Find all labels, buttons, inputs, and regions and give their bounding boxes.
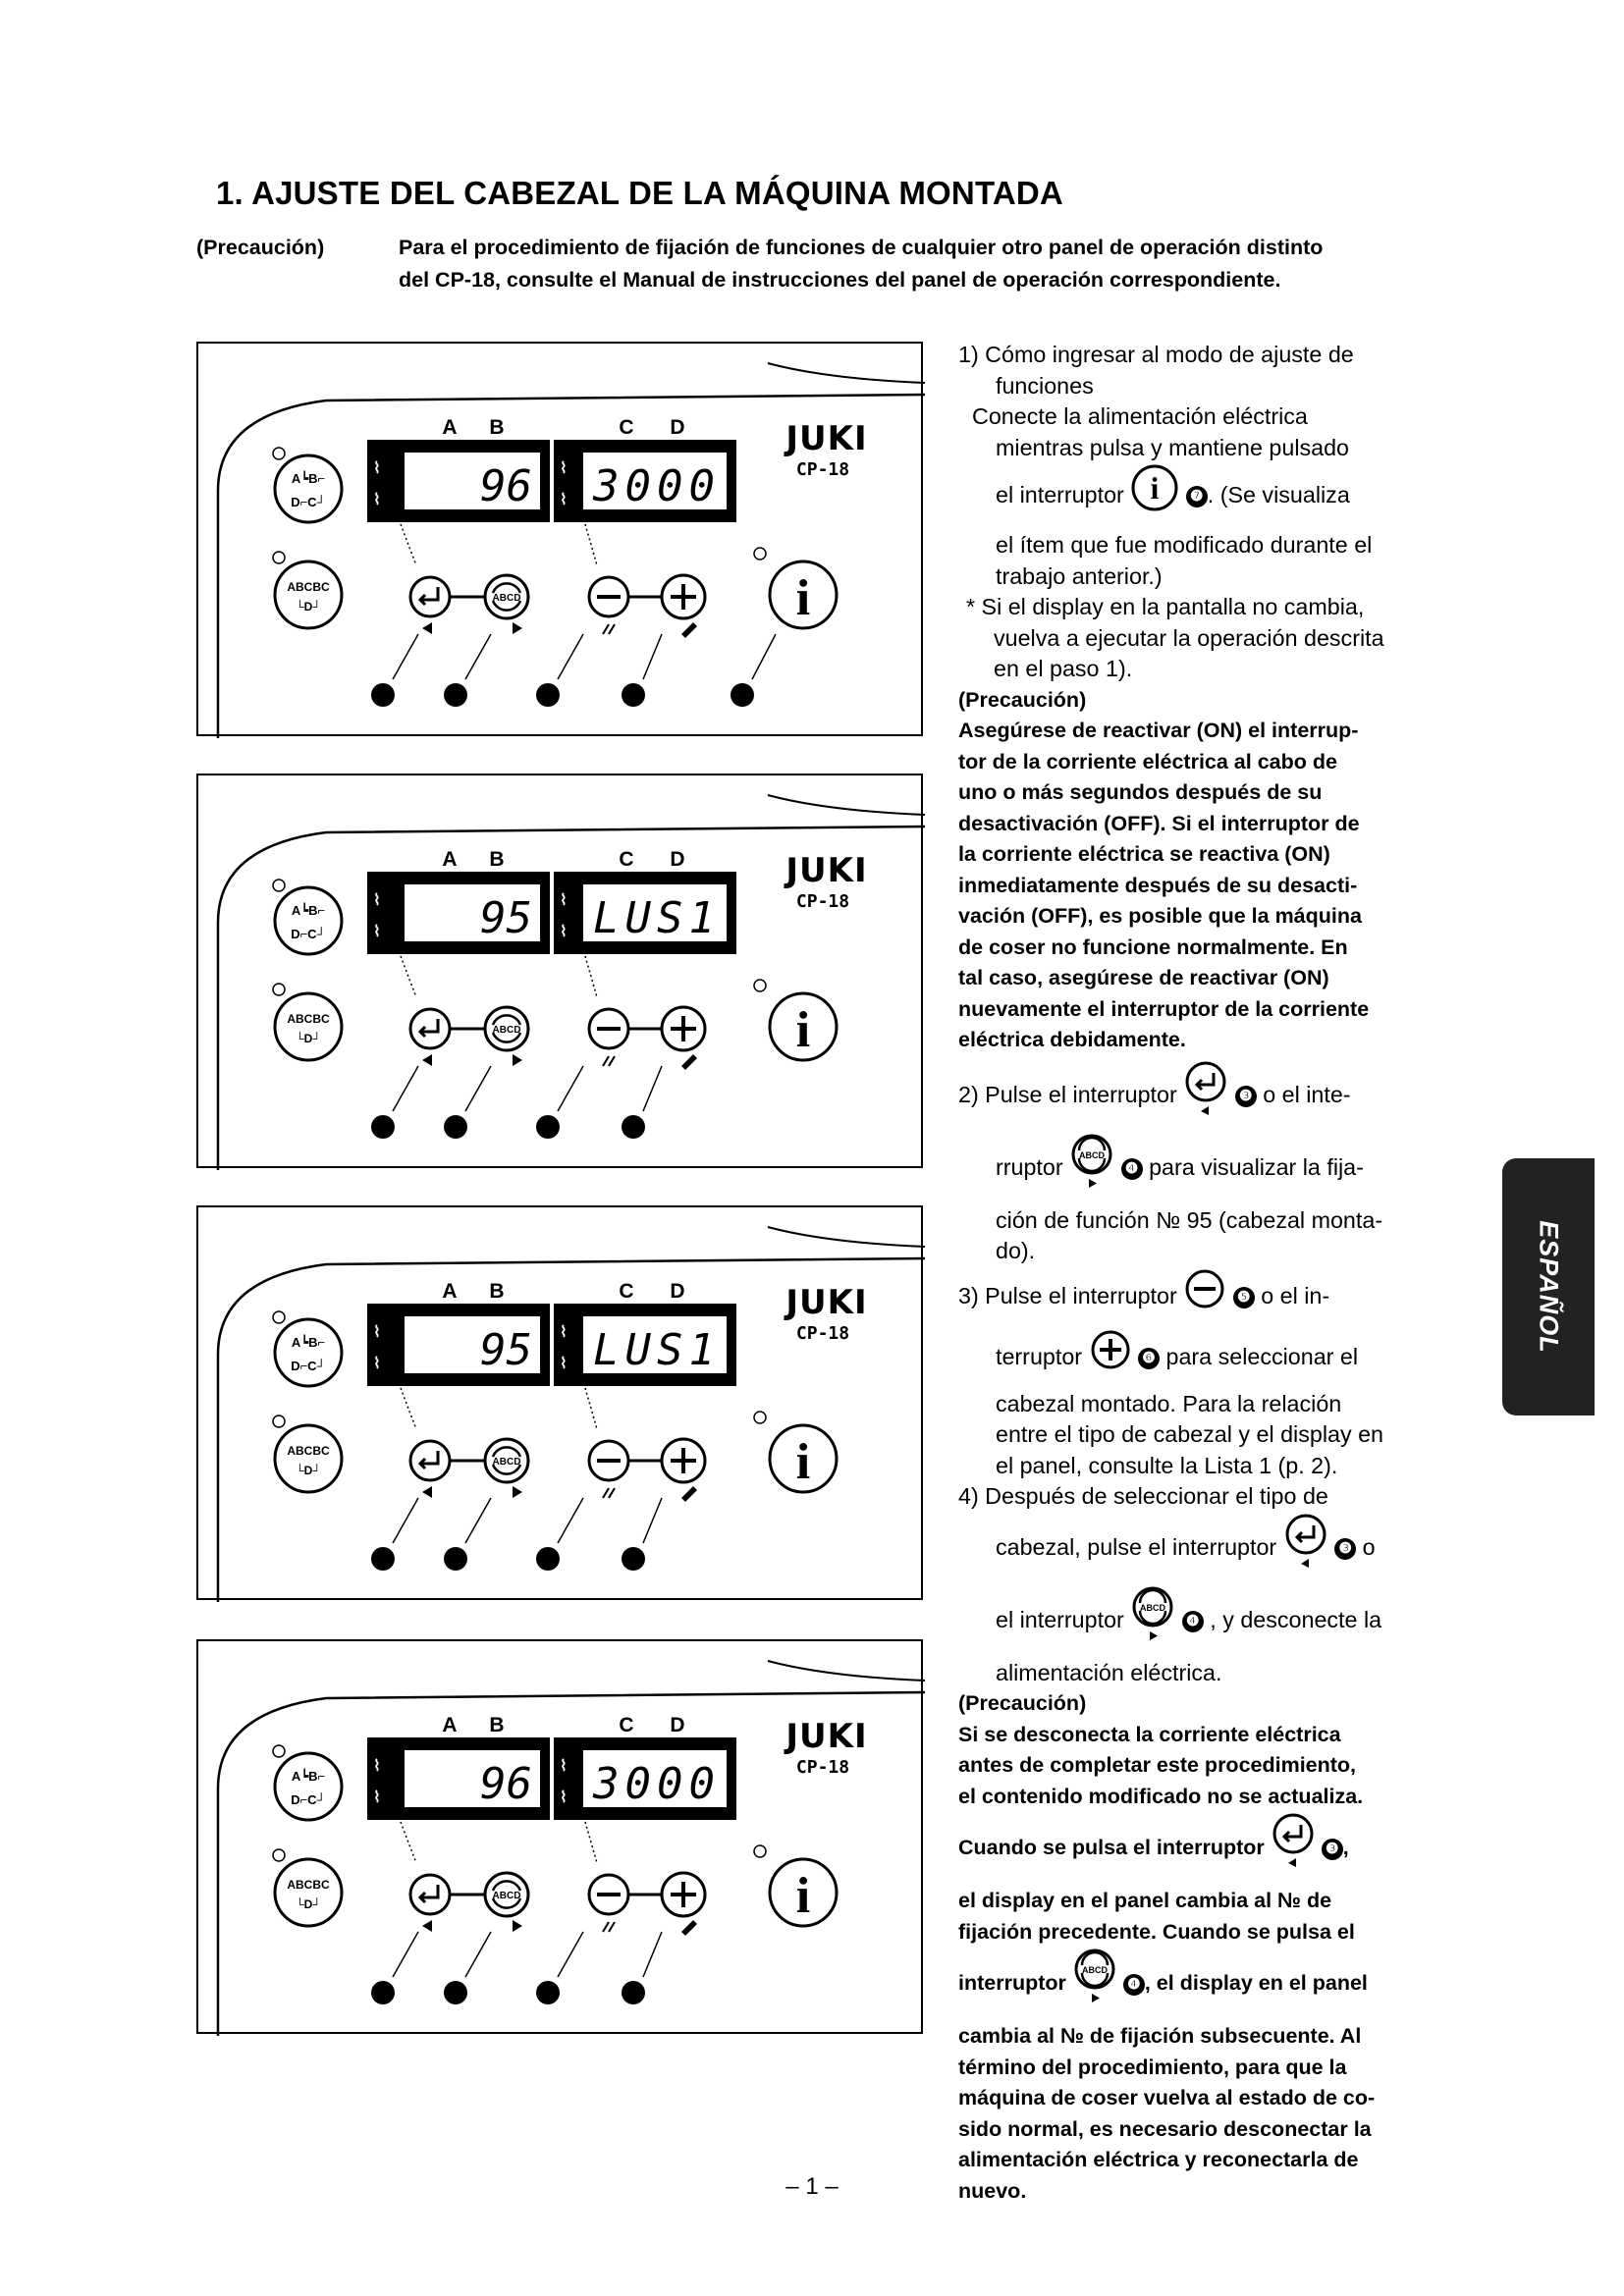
stitch-mark-icon: ⌇ bbox=[373, 1354, 381, 1372]
callout-number: ❼ bbox=[731, 681, 754, 711]
step3-line-a bbox=[958, 1267, 1469, 1328]
pattern-dc-icon: D⌐C┘ bbox=[291, 1792, 326, 1807]
page-title: 1. AJUSTE DEL CABEZAL DE LA MÁQUINA MONTADA bbox=[216, 175, 1063, 211]
callout-3: ❸ bbox=[1322, 1839, 1343, 1860]
control-panel-drawing bbox=[198, 344, 925, 738]
led-indicator bbox=[273, 1311, 285, 1323]
callout-leader bbox=[393, 1498, 418, 1543]
pattern-d-icon: └D┘ bbox=[296, 1464, 321, 1477]
caution-line-1: Para el procedimiento de fijación de funciones de cualquier otro panel de operación distinto bbox=[399, 236, 1324, 259]
panel-outline bbox=[768, 1661, 925, 1681]
step4-line-b-tail: o bbox=[1362, 1533, 1376, 1560]
stitch-mark-icon: ⌇ bbox=[373, 922, 381, 940]
callout-number: ❻ bbox=[622, 1545, 645, 1575]
stitch-mark-icon: ⌇ bbox=[373, 890, 381, 909]
step1-line-c-tail: . (Se visualiza bbox=[1207, 482, 1350, 508]
step3-line-a-text: 3) Pulse el interruptor bbox=[958, 1282, 1177, 1308]
callout-3: ❸ bbox=[1235, 1086, 1257, 1107]
stitch-mark-icon: ⌇ bbox=[373, 458, 381, 477]
callout-number: ❸ bbox=[371, 681, 395, 711]
callout-3: ❸ bbox=[1334, 1538, 1356, 1560]
pattern-button[interactable] bbox=[275, 1753, 342, 1820]
display-label: D bbox=[670, 848, 685, 871]
display-label: B bbox=[489, 1280, 505, 1303]
pencil-icon bbox=[681, 1486, 697, 1502]
pattern-abcbc-icon: ABCBC bbox=[287, 580, 330, 594]
caution2-title: (Precaución) bbox=[958, 1691, 1087, 1715]
abcd-button-icon bbox=[1069, 1133, 1114, 1205]
pattern-ab-icon: A┕B⌐ bbox=[291, 1335, 326, 1350]
caution-label: (Precaución) bbox=[196, 236, 325, 259]
step3-line-b-tail: para seleccionar el bbox=[1165, 1343, 1359, 1369]
step1-note-c: en el paso 1). bbox=[994, 656, 1133, 681]
pattern-abcd-button[interactable] bbox=[275, 993, 342, 1060]
juki-logo: JUKI bbox=[785, 1717, 868, 1756]
callout-leader bbox=[465, 1498, 491, 1543]
caution2-line: el contenido modificado no se actualiza. bbox=[958, 1784, 1364, 1808]
enter-button[interactable] bbox=[410, 1009, 450, 1048]
callout-4: ❹ bbox=[1182, 1611, 1204, 1632]
caution2-tail-line: sido normal, es necesario desconectar la bbox=[958, 2116, 1372, 2141]
abcd-label: ABCD bbox=[492, 1457, 521, 1468]
callout-7: ❼ bbox=[1186, 486, 1208, 507]
callout-4: ❹ bbox=[1123, 1974, 1145, 1996]
reset-icon bbox=[603, 624, 615, 634]
caution2-line-a-text: Cuando se pulsa el interruptor bbox=[958, 1836, 1265, 1860]
info-button-icon bbox=[1130, 463, 1179, 530]
step2-line-a-text: 2) Pulse el interruptor bbox=[958, 1081, 1177, 1107]
step1-note-a: * Si el display en la pantalla no cambia, bbox=[966, 594, 1365, 619]
caution2-tail-line: máquina de coser vuelva al estado de co- bbox=[958, 2086, 1376, 2109]
caution1-line: nuevamente el interruptor de la corriente bbox=[958, 996, 1370, 1021]
caution2-line-c: fijación precedente. Cuando se pulsa el bbox=[958, 1919, 1355, 1944]
stitch-mark-icon: ⌇ bbox=[560, 458, 568, 477]
reset-icon bbox=[603, 1488, 615, 1498]
step2-line-a bbox=[958, 1060, 1469, 1133]
right-arrow-icon bbox=[513, 1054, 522, 1066]
callout-leader bbox=[643, 634, 662, 679]
instructions-column bbox=[958, 340, 1469, 2207]
pattern-dc-icon: D⌐C┘ bbox=[291, 927, 326, 941]
callout-number: ❺ bbox=[536, 1545, 560, 1575]
step4-line-c bbox=[958, 1585, 1469, 1658]
info-icon: i bbox=[795, 1002, 811, 1058]
callout-leader bbox=[643, 1932, 662, 1977]
led-indicator bbox=[754, 1412, 766, 1423]
right-arrow-icon bbox=[513, 1486, 522, 1498]
juki-logo: JUKI bbox=[785, 1283, 868, 1322]
step1-line-a: Conecte la alimentación eléctrica bbox=[972, 403, 1308, 429]
display-label: C bbox=[619, 848, 634, 871]
reset-icon bbox=[603, 1056, 615, 1066]
step4-line-c-tail: , y desconecte la bbox=[1210, 1606, 1382, 1632]
callout-number: ❹ bbox=[444, 1113, 467, 1143]
svg-text:i: i bbox=[1150, 470, 1160, 506]
dotted-pointer bbox=[585, 1822, 597, 1863]
step3-line-a-tail: o el in- bbox=[1261, 1282, 1330, 1308]
caution2-line: antes de completar este procedimiento, bbox=[958, 1753, 1357, 1777]
caution1-line: tor de la corriente eléctrica al cabo de bbox=[958, 749, 1337, 774]
pattern-abcd-button[interactable] bbox=[275, 561, 342, 628]
pattern-abcbc-icon: ABCBC bbox=[287, 1012, 330, 1026]
caution2-line-d-tail: , el display en el panel bbox=[1144, 1971, 1368, 1996]
caution2-line-d-text: interruptor bbox=[958, 1971, 1066, 1996]
display-label: A bbox=[442, 848, 458, 871]
callout-number: ❻ bbox=[622, 1113, 645, 1143]
led-indicator bbox=[754, 980, 766, 991]
left-arrow-icon bbox=[422, 622, 432, 634]
abcd-button-icon bbox=[1130, 1585, 1175, 1658]
callout-number: ❻ bbox=[622, 681, 645, 711]
pattern-d-icon: └D┘ bbox=[296, 1032, 321, 1045]
step2-line-c: ción de función № 95 (cabezal monta- bbox=[996, 1206, 1383, 1233]
model-label: CP-18 bbox=[795, 1757, 850, 1778]
reset-icon bbox=[603, 1922, 615, 1932]
display-label: A bbox=[442, 1280, 458, 1303]
panel-outline bbox=[768, 795, 925, 815]
right-display-value: LUS1 bbox=[593, 893, 721, 943]
led-indicator bbox=[754, 1845, 766, 1857]
step3-line-e: el panel, consulte la Lista 1 (p. 2). bbox=[996, 1452, 1338, 1478]
stitch-mark-icon: ⌇ bbox=[373, 1788, 381, 1806]
enter-button[interactable] bbox=[410, 1875, 450, 1914]
caution1-line: vación (OFF), es posible que la máquina bbox=[958, 904, 1362, 928]
step1-line-d: el ítem que fue modificado durante el bbox=[996, 532, 1373, 558]
enter-button[interactable] bbox=[410, 1441, 450, 1480]
caution1-title: (Precaución) bbox=[958, 687, 1087, 712]
abcd-label: ABCD bbox=[492, 1025, 521, 1036]
step1-title-a: 1) Cómo ingresar al modo de ajuste de bbox=[958, 342, 1354, 367]
stitch-mark-icon: ⌇ bbox=[560, 1322, 568, 1341]
enter-button-icon bbox=[1183, 1060, 1228, 1133]
callout-leader bbox=[643, 1066, 662, 1111]
left-arrow-icon bbox=[422, 1486, 432, 1498]
dotted-pointer bbox=[401, 956, 416, 997]
juki-logo: JUKI bbox=[785, 851, 868, 890]
caution1-line: de coser no funcione normalmente. En bbox=[958, 934, 1348, 959]
dotted-pointer bbox=[585, 524, 597, 565]
callout-leader bbox=[393, 1932, 418, 1977]
page-number: – 1 – bbox=[785, 2173, 839, 2200]
pattern-button[interactable] bbox=[275, 887, 342, 954]
pattern-button[interactable] bbox=[275, 455, 342, 522]
pattern-abcbc-icon: ABCBC bbox=[287, 1444, 330, 1458]
right-display-value: 3000 bbox=[593, 1759, 721, 1809]
info-icon: i bbox=[795, 1434, 811, 1490]
pattern-dc-icon: D⌐C┘ bbox=[291, 495, 326, 509]
control-panel-drawing bbox=[198, 775, 925, 1170]
dotted-pointer bbox=[401, 524, 416, 565]
led-indicator bbox=[273, 984, 285, 995]
led-indicator bbox=[273, 1745, 285, 1757]
callout-leader bbox=[558, 1066, 583, 1111]
callout-number: ❸ bbox=[371, 1545, 395, 1575]
step1-line-c-text: el interruptor bbox=[996, 482, 1124, 508]
pattern-ab-icon: A┕B⌐ bbox=[291, 1769, 326, 1784]
enter-button[interactable] bbox=[410, 577, 450, 616]
step3-line-c: cabezal montado. Para la relación bbox=[996, 1390, 1342, 1416]
enter-button-icon bbox=[1271, 1812, 1316, 1886]
abcd-label: ABCD bbox=[492, 1891, 521, 1901]
panel-diagram-2 bbox=[196, 774, 923, 1168]
callout-leader bbox=[393, 1066, 418, 1111]
juki-logo: JUKI bbox=[785, 419, 868, 458]
right-display-value: 3000 bbox=[593, 461, 721, 511]
display-label: D bbox=[670, 1280, 685, 1303]
callout-leader bbox=[465, 1066, 491, 1111]
step1-title-b: funciones bbox=[996, 372, 1094, 399]
stitch-mark-icon: ⌇ bbox=[560, 922, 568, 940]
left-arrow-icon bbox=[422, 1054, 432, 1066]
callout-number: ❹ bbox=[444, 681, 467, 711]
model-label: CP-18 bbox=[795, 459, 850, 480]
panel-diagram-4 bbox=[196, 1639, 923, 2034]
callout-number: ❹ bbox=[444, 1545, 467, 1575]
callout-number: ❸ bbox=[371, 1113, 395, 1143]
stitch-mark-icon: ⌇ bbox=[373, 490, 381, 508]
pattern-abcd-button[interactable] bbox=[275, 1425, 342, 1492]
stitch-mark-icon: ⌇ bbox=[560, 490, 568, 508]
caution-line-2: del CP-18, consulte el Manual de instrucciones del panel de operación correspondiente. bbox=[399, 268, 1281, 292]
info-icon: i bbox=[795, 1868, 811, 1924]
caution1-line: Asegúrese de reactivar (ON) el interrup- bbox=[958, 719, 1359, 742]
step4-line-b-text: cabezal, pulse el interruptor bbox=[996, 1533, 1277, 1560]
stitch-mark-icon: ⌇ bbox=[373, 1322, 381, 1341]
callout-number: ❻ bbox=[622, 1979, 645, 2008]
pattern-button[interactable] bbox=[275, 1319, 342, 1386]
pattern-abcbc-icon: ABCBC bbox=[287, 1878, 330, 1892]
left-display-value: 95 bbox=[480, 893, 532, 943]
step3-line-b bbox=[958, 1328, 1469, 1389]
step4-line-d: alimentación eléctrica. bbox=[996, 1659, 1222, 1685]
enter-button-icon bbox=[1283, 1513, 1328, 1585]
step1-line-b: mientras pulsa y mantiene pulsado bbox=[996, 434, 1350, 460]
led-indicator bbox=[273, 552, 285, 563]
step2-line-d: do). bbox=[996, 1238, 1036, 1263]
callout-leader bbox=[558, 634, 583, 679]
caution1-line: uno o más segundos después de su bbox=[958, 780, 1323, 804]
callout-5: ❺ bbox=[1233, 1287, 1255, 1308]
stitch-mark-icon: ⌇ bbox=[560, 1354, 568, 1372]
step2-line-b-tail: para visualizar la fija- bbox=[1149, 1153, 1364, 1180]
caution2-tail-line: término del procedimiento, para que la bbox=[958, 2055, 1347, 2079]
model-label: CP-18 bbox=[795, 891, 850, 912]
callout-leader bbox=[465, 634, 491, 679]
pattern-abcd-button[interactable] bbox=[275, 1859, 342, 1926]
display-label: B bbox=[489, 1714, 505, 1736]
caution2-tail-line: cambia al № de fijación subsecuente. Al bbox=[958, 2024, 1362, 2048]
panel-outline bbox=[768, 363, 925, 383]
model-label: CP-18 bbox=[795, 1323, 850, 1344]
callout-4: ❹ bbox=[1121, 1158, 1143, 1180]
callout-number: ❹ bbox=[444, 1979, 467, 2008]
callout-number: ❺ bbox=[536, 1113, 560, 1143]
stitch-mark-icon: ⌇ bbox=[560, 1788, 568, 1806]
caution2-tail-line: nuevo. bbox=[958, 2178, 1027, 2203]
pattern-ab-icon: A┕B⌐ bbox=[291, 903, 326, 918]
led-indicator bbox=[273, 1415, 285, 1427]
step3-line-b-text: terruptor bbox=[996, 1343, 1083, 1369]
led-indicator bbox=[273, 880, 285, 891]
minus-button-icon bbox=[1183, 1267, 1226, 1328]
pattern-ab-icon: A┕B⌐ bbox=[291, 471, 326, 486]
right-arrow-icon bbox=[513, 1920, 522, 1932]
led-indicator bbox=[754, 548, 766, 560]
caution2-tail-line: alimentación eléctrica y reconectarla de bbox=[958, 2148, 1359, 2171]
step1-line-c bbox=[958, 463, 1469, 530]
display-label: C bbox=[619, 1280, 634, 1303]
caution1-body bbox=[958, 716, 1469, 1056]
callout-leader bbox=[393, 634, 418, 679]
panel-diagram-1 bbox=[196, 342, 923, 736]
caution2-line-a-tail: , bbox=[1342, 1836, 1349, 1860]
callout-leader bbox=[558, 1932, 583, 1977]
callout-number: ❸ bbox=[371, 1979, 395, 2008]
dotted-pointer bbox=[401, 1388, 416, 1429]
step1-line-e: trabajo anterior.) bbox=[996, 562, 1163, 589]
step3-line-d: entre el tipo de cabezal y el display en bbox=[996, 1421, 1384, 1447]
caution1-line: la corriente eléctrica se reactiva (ON) bbox=[958, 842, 1330, 866]
step2-line-b bbox=[958, 1133, 1469, 1205]
dotted-pointer bbox=[401, 1822, 416, 1863]
pencil-icon bbox=[681, 1054, 697, 1070]
abcd-button-icon bbox=[1072, 1948, 1117, 2021]
caution2-line-d bbox=[958, 1948, 1469, 2021]
callout-6: ❻ bbox=[1138, 1348, 1160, 1369]
caution2-line: Si se desconecta la corriente eléctrica bbox=[958, 1722, 1341, 1746]
callout-leader bbox=[465, 1932, 491, 1977]
panel-outline bbox=[768, 1227, 925, 1247]
display-label: A bbox=[442, 1714, 458, 1736]
language-side-tab bbox=[1502, 1158, 1595, 1415]
stitch-mark-icon: ⌇ bbox=[373, 1756, 381, 1775]
step4-line-a: 4) Después de seleccionar el tipo de bbox=[958, 1483, 1328, 1509]
display-label: D bbox=[670, 1714, 685, 1736]
caution2-line-a bbox=[958, 1812, 1469, 1886]
svg-text:ABCD: ABCD bbox=[1140, 1602, 1166, 1613]
control-panel-drawing bbox=[198, 1207, 925, 1602]
pattern-d-icon: └D┘ bbox=[296, 600, 321, 614]
led-indicator bbox=[273, 1849, 285, 1861]
display-label: B bbox=[489, 416, 505, 439]
display-label: C bbox=[619, 1714, 634, 1736]
callout-leader bbox=[558, 1498, 583, 1543]
stitch-mark-icon: ⌇ bbox=[560, 890, 568, 909]
callout-number: ❺ bbox=[536, 681, 560, 711]
caution-header bbox=[196, 232, 1473, 296]
svg-text:ABCD: ABCD bbox=[1081, 1965, 1108, 1975]
callout-number: ❺ bbox=[536, 1979, 560, 2008]
info-icon: i bbox=[795, 570, 811, 626]
left-arrow-icon bbox=[422, 1920, 432, 1932]
pencil-icon bbox=[681, 1920, 697, 1936]
right-display-value: LUS1 bbox=[593, 1325, 721, 1375]
abcd-label: ABCD bbox=[492, 593, 521, 604]
stitch-mark-icon: ⌇ bbox=[560, 1756, 568, 1775]
right-arrow-icon bbox=[513, 622, 522, 634]
display-label: A bbox=[442, 416, 458, 439]
pencil-icon bbox=[681, 622, 697, 638]
pattern-dc-icon: D⌐C┘ bbox=[291, 1359, 326, 1373]
dotted-pointer bbox=[585, 1388, 597, 1429]
step1-note-b: vuelva a ejecutar la operación descrita bbox=[994, 624, 1384, 651]
display-label: D bbox=[670, 416, 685, 439]
display-label: B bbox=[489, 848, 505, 871]
pattern-d-icon: └D┘ bbox=[296, 1897, 321, 1911]
left-display-value: 95 bbox=[480, 1325, 532, 1375]
caution1-line: desactivación (OFF). Si el interruptor de bbox=[958, 811, 1360, 835]
caution2-line-b: el display en el panel cambia al № de bbox=[958, 1889, 1332, 1912]
control-panel-drawing bbox=[198, 1641, 925, 2036]
display-label: C bbox=[619, 416, 634, 439]
caution2-body bbox=[958, 1720, 1469, 1813]
dotted-pointer bbox=[585, 956, 597, 997]
caution1-line: inmediatamente después de su desacti- bbox=[958, 873, 1358, 897]
step2-line-a-tail: o el inte- bbox=[1263, 1081, 1351, 1107]
step2-line-b-text: rruptor bbox=[996, 1153, 1063, 1180]
caution1-line: eléctrica debidamente. bbox=[958, 1028, 1186, 1051]
left-display-value: 96 bbox=[480, 461, 532, 511]
callout-leader bbox=[752, 634, 776, 679]
panel-diagram-3 bbox=[196, 1205, 923, 1600]
step4-line-b bbox=[958, 1513, 1469, 1585]
callout-leader bbox=[643, 1498, 662, 1543]
plus-button-icon bbox=[1089, 1328, 1132, 1389]
language-side-tab-label: ESPAÑOL bbox=[1534, 1220, 1564, 1354]
svg-text:ABCD: ABCD bbox=[1079, 1149, 1106, 1160]
step4-line-c-text: el interruptor bbox=[996, 1606, 1124, 1632]
caution1-line: tal caso, asegúrese de reactivar (ON) bbox=[958, 966, 1329, 989]
left-display-value: 96 bbox=[480, 1759, 532, 1809]
led-indicator bbox=[273, 448, 285, 459]
